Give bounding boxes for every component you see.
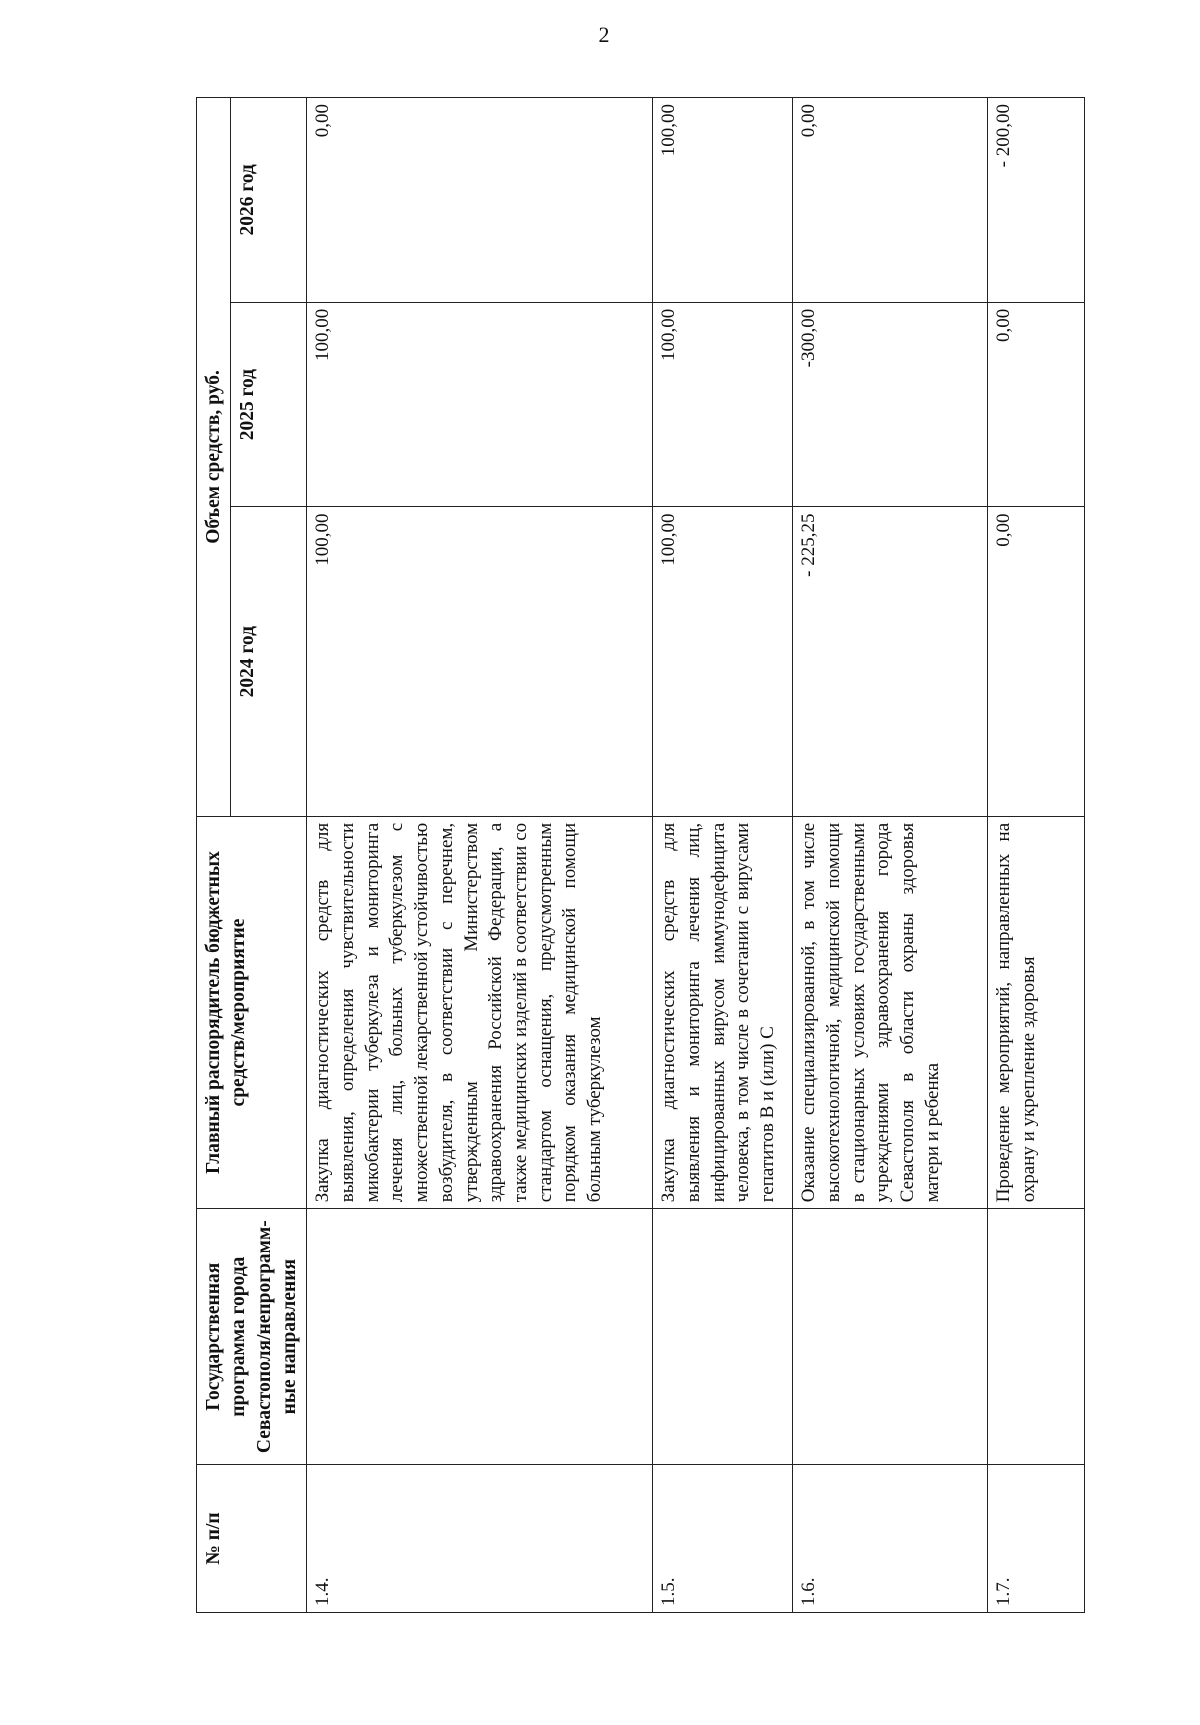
budget-table (196, 97, 1085, 1613)
header-number: № п/п (197, 1465, 307, 1613)
table-row (307, 98, 653, 1613)
row-amount-2025: 100,00 (653, 302, 793, 507)
rotated-table-container (196, 97, 1082, 1613)
row-amount-2024: - 225,25 (793, 507, 988, 816)
table-header-row (197, 98, 231, 1613)
row-program (307, 1209, 653, 1465)
row-program (653, 1209, 793, 1465)
row-amount-2026: 100,00 (653, 98, 793, 303)
row-program (988, 1209, 1085, 1465)
row-number: 1.6. (793, 1465, 988, 1613)
header-program: Государственная программа города Севастополя/непрограмм-ные направления (197, 1209, 307, 1465)
header-year-2024: 2024 год (231, 507, 307, 816)
row-number: 1.5. (653, 1465, 793, 1613)
row-number: 1.7. (988, 1465, 1085, 1613)
header-year-2025: 2025 год (231, 302, 307, 507)
row-amount-2024: 100,00 (307, 507, 653, 816)
table-row (653, 98, 793, 1613)
row-amount-2026: 0,00 (793, 98, 988, 303)
table-row (793, 98, 988, 1613)
page-number: 2 (598, 22, 610, 47)
header-volume: Объем средств, руб. (197, 98, 231, 817)
row-amount-2024: 0,00 (988, 507, 1085, 816)
row-number: 1.4. (307, 1465, 653, 1613)
row-event: Закупка диагностических средств для выявления и мониторинга лечения лиц, инфицированных вирусом иммунодефицита человека, в том числе в сочетании с вирусами гепатитов В и (или) С (653, 816, 793, 1208)
row-event: Закупка диагностических средств для выявления, определения чувствительности микобактерии туберкулеза и мониторинга лечения лиц, больных туберкулезом с множественной лекарственной устойчивостью возбудителя, в соответствии с перечнем, утвержденным Министерством здравоохранения Российской Федерации, а также медицинских изделий в соответствии со стандартом оснащения, предусмотренным порядком оказания медицинской помощи больным туберкулезом (307, 816, 653, 1208)
row-amount-2025: -300,00 (793, 302, 988, 507)
row-amount-2025: 0,00 (988, 302, 1085, 507)
row-amount-2025: 100,00 (307, 302, 653, 507)
row-amount-2024: 100,00 (653, 507, 793, 816)
header-event: Главный распорядитель бюджетных средств/мероприятие (197, 816, 307, 1208)
row-amount-2026: 0,00 (307, 98, 653, 303)
header-year-2026: 2026 год (231, 98, 307, 303)
row-event: Проведение мероприятий, направленных на охрану и укрепление здоровья (988, 816, 1085, 1208)
row-amount-2026: - 200,00 (988, 98, 1085, 303)
row-program (793, 1209, 988, 1465)
table-row (988, 98, 1085, 1613)
row-event: Оказание специализированной, в том числе высокотехнологичной, медицинской помощи в стационарных условиях государственными учреждениями здравоохранения города Севастополя в области охраны здоровья матери и ребенка (793, 816, 988, 1208)
